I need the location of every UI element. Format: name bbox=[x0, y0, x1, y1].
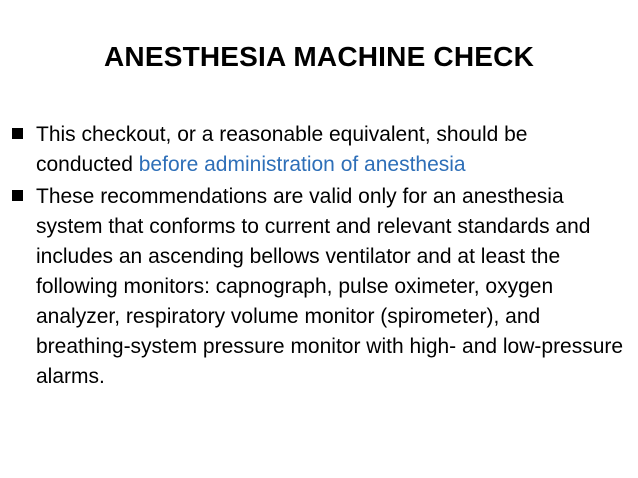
bullet-2-text: These recommendations are valid only for an anesthesia system that conforms to current and relevant standards and includes an ascending bellows ventilator and at least the following monitors: capnograph, pulse oximeter, oxygen analyzer, respiratory volume monitor (spirometer), and breathing-system pressure monitor with high- and low-pressure alarms. bbox=[36, 185, 624, 388]
slide-title: ANESTHESIA MACHINE CHECK bbox=[103, 41, 534, 72]
bullet-list bbox=[12, 120, 624, 394]
bullet-1-text: This checkout, or a reasonable equivalent, should be conducted bbox=[36, 123, 528, 176]
square-bullet-icon bbox=[12, 128, 23, 139]
bullet-item-2 bbox=[12, 182, 624, 392]
square-bullet-icon bbox=[12, 190, 23, 201]
bullet-1-highlight: before administration of anesthesia bbox=[138, 153, 466, 176]
bullet-item-1 bbox=[12, 120, 624, 180]
